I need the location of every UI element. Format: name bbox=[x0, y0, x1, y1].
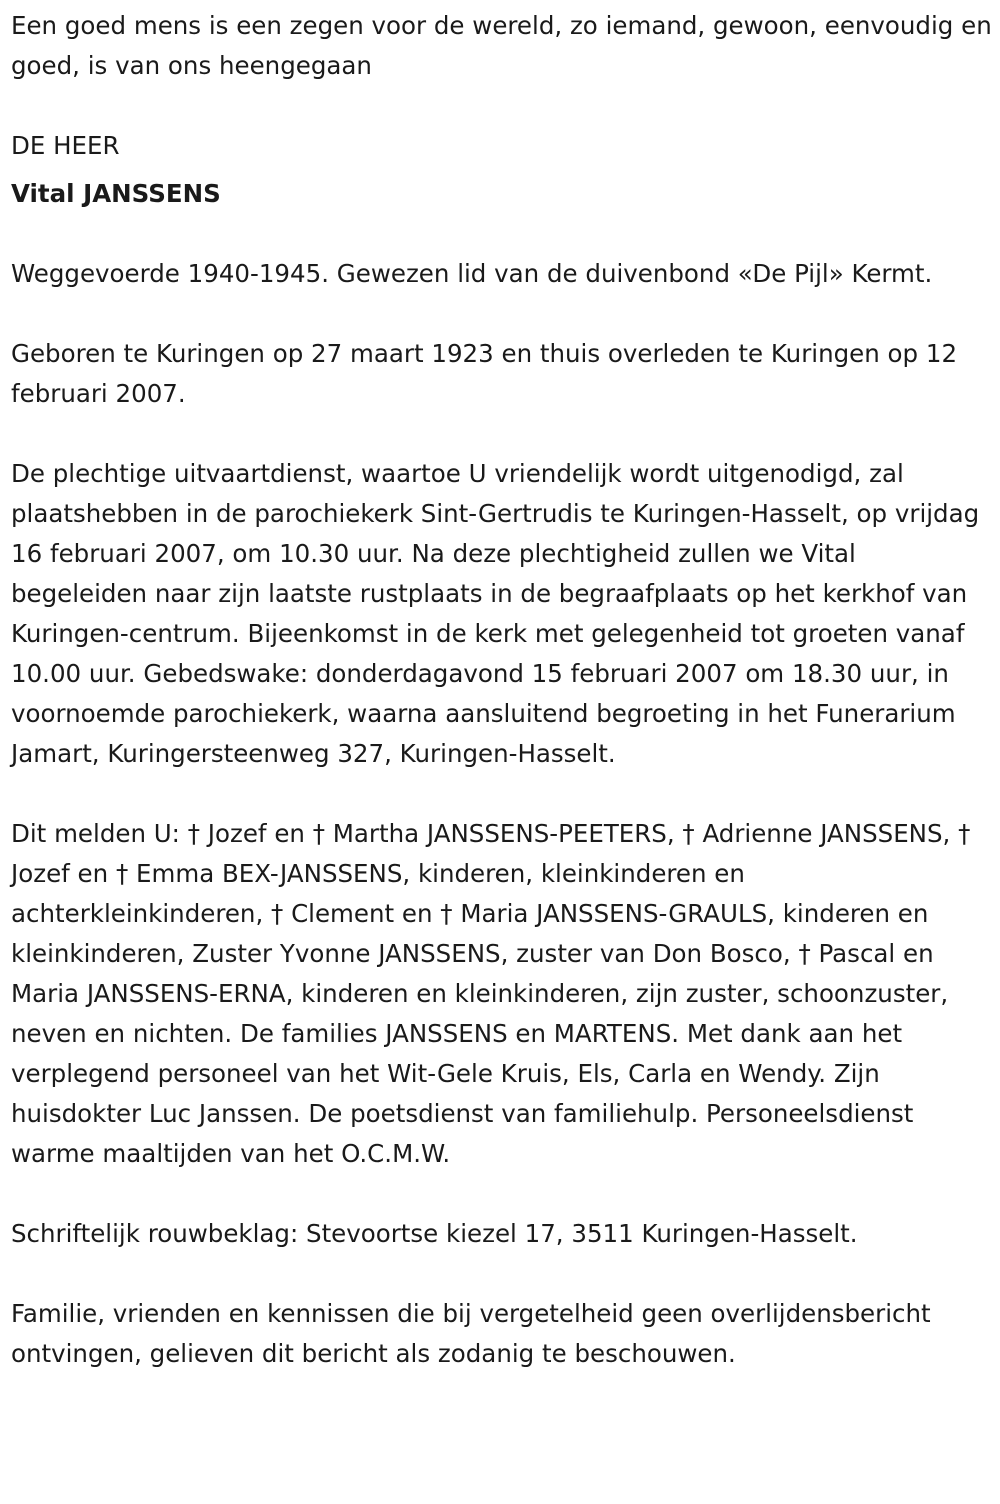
spacer bbox=[11, 1254, 996, 1294]
biography-text: Weggevoerde 1940-1945. Gewezen lid van de duivenbond «De Pijl» Kermt. bbox=[11, 259, 933, 288]
deceased-name: Vital JANSSENS bbox=[11, 179, 221, 208]
death-notice bbox=[11, 6, 996, 1374]
spacer bbox=[11, 166, 996, 174]
birth-death-text: Geboren te Kuringen op 27 maart 1923 en thuis overleden te Kuringen op 12 februari 2007. bbox=[11, 339, 958, 408]
spacer bbox=[11, 1174, 996, 1214]
spacer bbox=[11, 774, 996, 814]
condolence-address: Schriftelijk rouwbeklag: Stevoortse kiezel 17, 3511 Kuringen-Hasselt. bbox=[11, 1219, 858, 1248]
spacer bbox=[11, 294, 996, 334]
title-prefix: DE HEER bbox=[11, 131, 120, 160]
spacer bbox=[11, 214, 996, 254]
spacer bbox=[11, 86, 996, 126]
closing-text: Familie, vrienden en kennissen die bij vergetelheid geen overlijdensbericht ontvingen, gelieven dit bericht als zodanig te beschouwen. bbox=[11, 1299, 931, 1368]
spacer bbox=[11, 414, 996, 454]
intro-text: Een goed mens is een zegen voor de wereld, zo iemand, gewoon, eenvoudig en goed, is van ons heengegaan bbox=[11, 11, 992, 80]
funeral-text: De plechtige uitvaartdienst, waartoe U vriendelijk wordt uitgenodigd, zal plaatshebben in de parochiekerk Sint-Gertrudis te Kuringen-Hasselt, op vrijdag 16 februari 2007, om 10.30 uur. Na deze plechtigheid zullen we Vital begeleiden naar zijn laatste rustplaats in de begraafplaats op het kerkhof van Kuringen-centrum. Bijeenkomst in de kerk met gelegenheid tot groeten vanaf 10.00 uur. Gebedswake: donderdagavond 15 februari 2007 om 18.30 uur, in voornoemde parochiekerk, waarna aansluitend begroeting in het Funerarium Jamart, Kuringersteenweg 327, Kuringen-Hasselt. bbox=[11, 459, 980, 768]
announcers-text: Dit melden U: † Jozef en † Martha JANSSENS-PEETERS, † Adrienne JANSSENS, † Jozef en † Emma BEX-JANSSENS, kinderen, kleinkinderen en achterkleinkinderen, † Clement en † Maria JANSSENS-GRAULS, kinderen en kleinkinderen, Zuster Yvonne JANSSENS, zuster van Don Bosco, † Pascal en Maria JANSSENS-ERNA, kinderen en kleinkinderen, zijn zuster, schoonzuster, neven en nichten. De families JANSSENS en MARTENS. Met dank aan het verplegend personeel van het Wit-Gele Kruis, Els, Carla en Wendy. Zijn huisdokter Luc Janssen. De poetsdienst van familiehulp. Personeelsdienst warme maaltijden van het O.C.M.W. bbox=[11, 819, 971, 1168]
